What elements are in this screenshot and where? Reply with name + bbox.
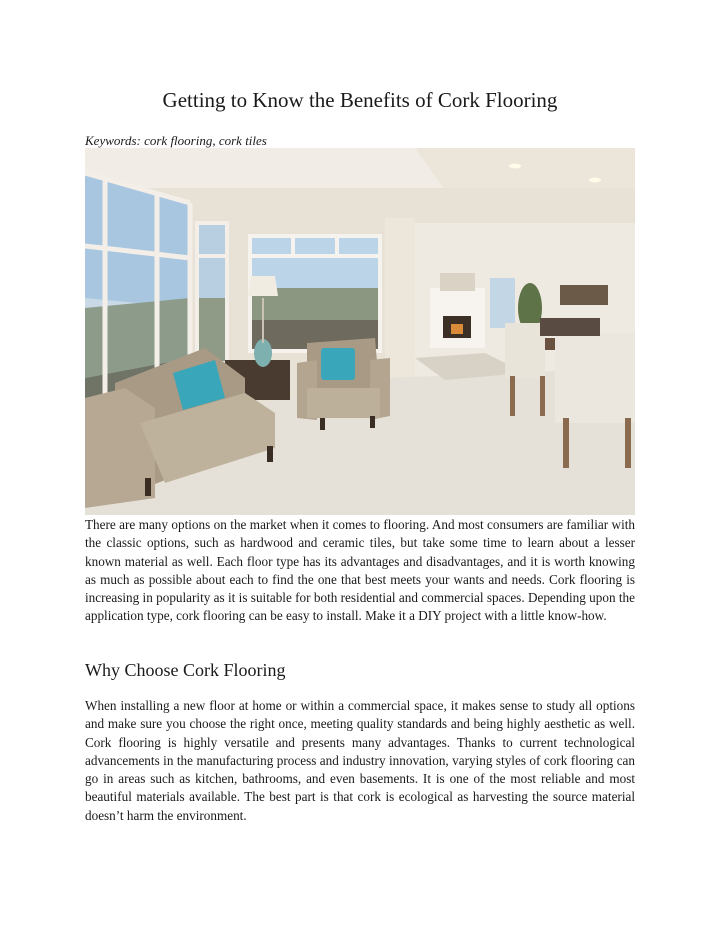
section-heading: Why Choose Cork Flooring [85, 660, 286, 680]
living-room-photo [85, 148, 635, 515]
why-cork-paragraph: When installing a new floor at home or within a commercial space, it makes sense to study all options and make sure you choose the right once, meeting quality standards and being highly aesthetic as well. Cork flooring is highly versatile and presents many advantages. Thanks to current technological advancements in the manufacturing process and industry innovation, varying styles of cork flooring can go in areas such as kitchen, bathrooms, and even basements. It is one of the most reliable and most beautiful materials available. The best part is that cork is ecological as harvesting the source material doesn’t harm the environment. [85, 698, 635, 823]
page-title: Getting to Know the Benefits of Cork Flooring [162, 88, 558, 112]
intro-paragraph: There are many options on the market when it comes to flooring. And most consumers are familiar with the classic options, such as hardwood and ceramic tiles, but take some time to learn about a lesser known material as well. Each floor type has its advantages and disadvantages, and it is worth knowing as much as possible about each to find the one that best meets your wants and needs. Cork flooring is increasing in popularity as it is suitable for both residential and commercial spaces. Depending upon the application type, cork flooring can be easy to install. Make it a DIY project with a little know-how. [85, 517, 635, 624]
keywords-line: Keywords: cork flooring, cork tiles [85, 133, 267, 148]
